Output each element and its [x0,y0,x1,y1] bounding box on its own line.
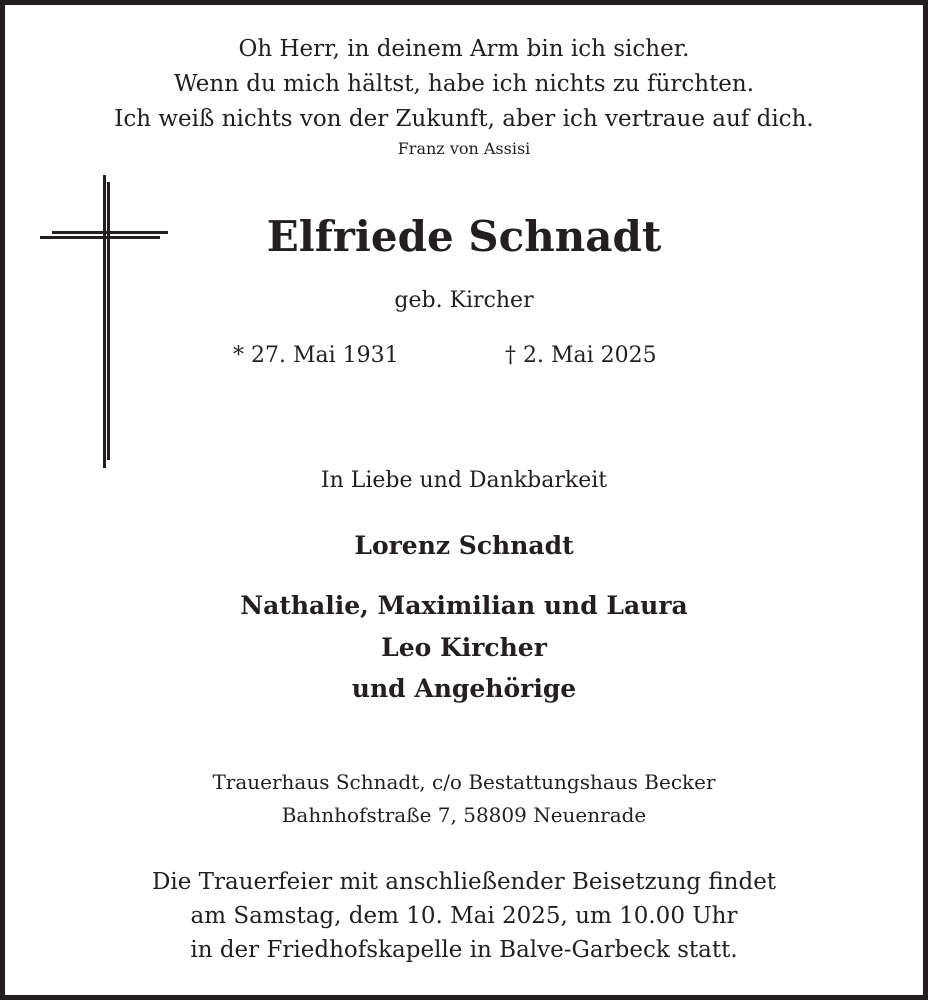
service-line: Die Trauerfeier mit anschließender Beisetzung findet [151,869,777,895]
verse-line: Oh Herr, in deinem Arm bin ich sicher. [238,36,690,62]
mourner-line: und Angehörige [351,674,577,703]
mourners-intro: In Liebe und Dankbarkeit [320,468,608,493]
birth-date: * 27. Mai 1931 [233,343,399,368]
verse-line: Ich weiß nichts von der Zukunft, aber ich vertraue auf dich. [114,106,814,132]
service-line: in der Friedhofskapelle in Balve-Garbeck statt. [190,937,738,963]
maiden-name: geb. Kircher [394,288,534,313]
death-date: † 2. Mai 2025 [505,343,657,368]
mourner-line: Nathalie, Maximilian und Laura [240,591,688,620]
deceased-name: Elfriede Schnadt [266,212,662,261]
mourner-line: Leo Kircher [381,633,547,662]
verse-author: Franz von Assisi [397,139,531,158]
verse-line: Wenn du mich hältst, habe ich nichts zu fürchten. [173,71,755,97]
address-line: Trauerhaus Schnadt, c/o Bestattungshaus Becker [212,770,716,794]
address-line: Bahnhofstraße 7, 58809 Neuenrade [281,803,647,827]
mourner-spouse: Lorenz Schnadt [354,531,574,560]
service-line: am Samstag, dem 10. Mai 2025, um 10.00 Uhr [190,903,738,929]
